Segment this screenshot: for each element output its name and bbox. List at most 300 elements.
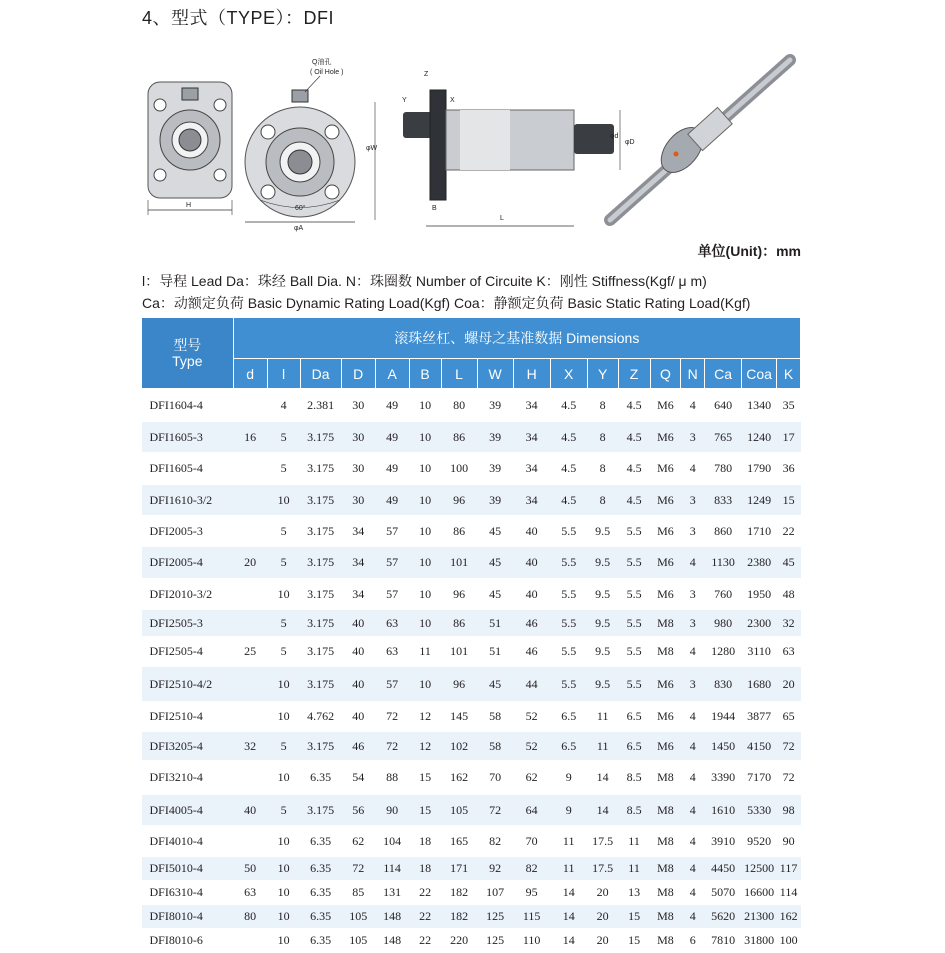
column-header-l: L bbox=[441, 359, 477, 389]
cell-k: 48 bbox=[777, 579, 801, 610]
cell-y: 14 bbox=[587, 761, 618, 795]
cell-ca: 3910 bbox=[705, 826, 742, 857]
table-row bbox=[142, 905, 801, 929]
cell-l: 10 bbox=[267, 881, 300, 905]
cell-q: M6 bbox=[650, 516, 681, 547]
cell-l: 80 bbox=[441, 389, 477, 422]
cell-k: 100 bbox=[777, 929, 801, 953]
cell-y: 17.5 bbox=[587, 826, 618, 857]
label-y: Y bbox=[402, 97, 407, 104]
cell-l: 171 bbox=[441, 857, 477, 881]
cell-l: 86 bbox=[441, 610, 477, 637]
cell-da: 3.175 bbox=[300, 422, 341, 453]
cell-l: 86 bbox=[441, 422, 477, 453]
cell-w: 39 bbox=[477, 422, 513, 453]
cell-d: 105 bbox=[341, 929, 375, 953]
cell-d: 34 bbox=[341, 547, 375, 579]
side-view bbox=[402, 71, 635, 226]
cell-z: 6.5 bbox=[618, 702, 650, 732]
cell-h: 40 bbox=[513, 516, 550, 547]
cell-h: 46 bbox=[513, 610, 550, 637]
cell-k: 45 bbox=[777, 547, 801, 579]
unit-label: 单位(Unit)：mm bbox=[697, 243, 801, 259]
cell-b: 15 bbox=[409, 795, 441, 826]
cell-da: 6.35 bbox=[300, 881, 341, 905]
cell-d: 40 bbox=[341, 702, 375, 732]
cell-l: 5 bbox=[267, 732, 300, 761]
cell-n: 4 bbox=[681, 389, 705, 422]
type-cell: DFI6310-4 bbox=[142, 881, 234, 905]
cell-x: 11 bbox=[550, 826, 587, 857]
technical-drawing bbox=[130, 50, 810, 235]
label-x: X bbox=[450, 97, 455, 104]
cell-ca: 760 bbox=[705, 579, 742, 610]
cell-ca: 1130 bbox=[705, 547, 742, 579]
type-cell: DFI1605-4 bbox=[142, 453, 234, 485]
cell-k: 72 bbox=[777, 732, 801, 761]
table-row bbox=[142, 579, 801, 610]
cell-coa: 21300 bbox=[742, 905, 777, 929]
cell-l: 10 bbox=[267, 826, 300, 857]
cell-h: 62 bbox=[513, 761, 550, 795]
cell-k: 90 bbox=[777, 826, 801, 857]
cell-n: 4 bbox=[681, 795, 705, 826]
cell-y: 20 bbox=[587, 929, 618, 953]
cell-l: 4 bbox=[267, 389, 300, 422]
cell-k: 36 bbox=[777, 453, 801, 485]
type-header-en: Type bbox=[172, 353, 203, 369]
cell-k: 114 bbox=[777, 881, 801, 905]
type-cell: DFI8010-6 bbox=[142, 929, 234, 953]
cell-ca: 7810 bbox=[705, 929, 742, 953]
cell-w: 45 bbox=[477, 667, 513, 702]
cell-h: 115 bbox=[513, 905, 550, 929]
cell-coa: 1950 bbox=[742, 579, 777, 610]
column-header-w: W bbox=[477, 359, 513, 389]
cell-coa: 3110 bbox=[742, 637, 777, 667]
cell-da: 3.175 bbox=[300, 485, 341, 516]
cell-n: 4 bbox=[681, 637, 705, 667]
cell-coa: 3877 bbox=[742, 702, 777, 732]
cell-x: 14 bbox=[550, 905, 587, 929]
table-row bbox=[142, 761, 801, 795]
cell-l: 100 bbox=[441, 453, 477, 485]
cell-ca: 765 bbox=[705, 422, 742, 453]
cell-y: 9.5 bbox=[587, 610, 618, 637]
cell-n: 3 bbox=[681, 516, 705, 547]
cell-k: 17 bbox=[777, 422, 801, 453]
cell-h: 34 bbox=[513, 422, 550, 453]
cell-d: 56 bbox=[341, 795, 375, 826]
cell-d: 40 bbox=[341, 610, 375, 637]
cell-da: 6.35 bbox=[300, 761, 341, 795]
table-row bbox=[142, 637, 801, 667]
type-header bbox=[142, 318, 234, 389]
cell-w: 72 bbox=[477, 795, 513, 826]
cell-a: 63 bbox=[375, 637, 409, 667]
cell-d: 40 bbox=[341, 637, 375, 667]
cell-w: 92 bbox=[477, 857, 513, 881]
cell-ca: 3390 bbox=[705, 761, 742, 795]
cell-l: 10 bbox=[267, 579, 300, 610]
type-cell: DFI8010-4 bbox=[142, 905, 234, 929]
cell-ca: 833 bbox=[705, 485, 742, 516]
type-cell: DFI2505-4 bbox=[142, 637, 234, 667]
cell-ca: 1610 bbox=[705, 795, 742, 826]
cell-b: 10 bbox=[409, 547, 441, 579]
cell-da: 6.35 bbox=[300, 826, 341, 857]
cell-w: 51 bbox=[477, 610, 513, 637]
cell-x: 5.5 bbox=[550, 637, 587, 667]
cell-da: 3.175 bbox=[300, 732, 341, 761]
cell-x: 4.5 bbox=[550, 422, 587, 453]
cell-z: 15 bbox=[618, 929, 650, 953]
cell-z: 11 bbox=[618, 857, 650, 881]
legend-line-2: Ca：动额定负荷 Basic Dynamic Rating Load(Kgf) Coa：静额定负荷 Basic Static Rating Load(Kgf) bbox=[142, 295, 751, 311]
cell-coa: 1680 bbox=[742, 667, 777, 702]
column-header-k: K bbox=[777, 359, 801, 389]
cell-l: 96 bbox=[441, 579, 477, 610]
cell-y: 9.5 bbox=[587, 637, 618, 667]
cell-a: 49 bbox=[375, 422, 409, 453]
cell-n: 3 bbox=[681, 579, 705, 610]
cell-d: 62 bbox=[341, 826, 375, 857]
cell-q: M6 bbox=[650, 702, 681, 732]
cell-d: 30 bbox=[341, 453, 375, 485]
cell-d: 16 bbox=[233, 422, 267, 453]
cell-d: 46 bbox=[341, 732, 375, 761]
cell-d bbox=[233, 667, 267, 702]
label-oil-hole-en: ( Oil Hole ) bbox=[310, 69, 344, 76]
table-row bbox=[142, 610, 801, 637]
type-cell: DFI4010-4 bbox=[142, 826, 234, 857]
cell-l: 96 bbox=[441, 667, 477, 702]
cell-h: 40 bbox=[513, 579, 550, 610]
label-phi-d-small: φd bbox=[610, 133, 619, 140]
type-header-cn: 型号 bbox=[173, 337, 202, 353]
cell-a: 49 bbox=[375, 453, 409, 485]
cell-da: 3.175 bbox=[300, 637, 341, 667]
cell-d: 32 bbox=[233, 732, 267, 761]
cell-d: 80 bbox=[233, 905, 267, 929]
cell-n: 4 bbox=[681, 857, 705, 881]
cell-x: 14 bbox=[550, 881, 587, 905]
cell-z: 15 bbox=[618, 905, 650, 929]
cell-y: 9.5 bbox=[587, 667, 618, 702]
column-header-y: Y bbox=[587, 359, 618, 389]
cell-h: 64 bbox=[513, 795, 550, 826]
cell-q: M8 bbox=[650, 857, 681, 881]
cell-b: 10 bbox=[409, 422, 441, 453]
cell-d: 40 bbox=[341, 667, 375, 702]
column-header-b: B bbox=[409, 359, 441, 389]
type-cell: DFI2005-4 bbox=[142, 547, 234, 579]
cell-x: 14 bbox=[550, 929, 587, 953]
cell-w: 45 bbox=[477, 516, 513, 547]
cell-d: 34 bbox=[341, 516, 375, 547]
cell-h: 34 bbox=[513, 389, 550, 422]
cell-a: 49 bbox=[375, 485, 409, 516]
label-z: Z bbox=[424, 71, 429, 78]
table-row bbox=[142, 547, 801, 579]
cell-b: 12 bbox=[409, 702, 441, 732]
cell-z: 11 bbox=[618, 826, 650, 857]
cell-ca: 4450 bbox=[705, 857, 742, 881]
cell-coa: 1240 bbox=[742, 422, 777, 453]
type-cell: DFI2505-3 bbox=[142, 610, 234, 637]
cell-y: 9.5 bbox=[587, 516, 618, 547]
type-cell: DFI2010-3/2 bbox=[142, 579, 234, 610]
cell-n: 4 bbox=[681, 453, 705, 485]
cell-z: 13 bbox=[618, 881, 650, 905]
cell-q: M8 bbox=[650, 929, 681, 953]
cell-y: 20 bbox=[587, 905, 618, 929]
cell-d: 40 bbox=[233, 795, 267, 826]
cell-z: 5.5 bbox=[618, 579, 650, 610]
cell-d bbox=[233, 579, 267, 610]
cell-l: 10 bbox=[267, 667, 300, 702]
cell-k: 72 bbox=[777, 761, 801, 795]
cell-w: 70 bbox=[477, 761, 513, 795]
cell-coa: 1249 bbox=[742, 485, 777, 516]
cell-h: 40 bbox=[513, 547, 550, 579]
cell-b: 11 bbox=[409, 637, 441, 667]
column-header-a: A bbox=[375, 359, 409, 389]
cell-z: 5.5 bbox=[618, 547, 650, 579]
cell-x: 5.5 bbox=[550, 547, 587, 579]
cell-q: M8 bbox=[650, 795, 681, 826]
cell-q: M6 bbox=[650, 389, 681, 422]
cell-l: 162 bbox=[441, 761, 477, 795]
page-title: 4、型式（TYPE）：DFI bbox=[142, 8, 335, 28]
cell-a: 57 bbox=[375, 516, 409, 547]
cell-da: 2.381 bbox=[300, 389, 341, 422]
cell-da: 3.175 bbox=[300, 547, 341, 579]
cell-z: 5.5 bbox=[618, 610, 650, 637]
cell-d: 85 bbox=[341, 881, 375, 905]
cell-a: 57 bbox=[375, 579, 409, 610]
cell-n: 3 bbox=[681, 485, 705, 516]
table-row bbox=[142, 422, 801, 453]
column-header-ca: Ca bbox=[705, 359, 742, 389]
cell-q: M6 bbox=[650, 667, 681, 702]
cell-q: M8 bbox=[650, 637, 681, 667]
cell-coa: 2380 bbox=[742, 547, 777, 579]
table-row bbox=[142, 929, 801, 953]
column-header-l: l bbox=[267, 359, 300, 389]
cell-coa: 12500 bbox=[742, 857, 777, 881]
cell-b: 10 bbox=[409, 485, 441, 516]
cell-d: 50 bbox=[233, 857, 267, 881]
cell-l: 101 bbox=[441, 547, 477, 579]
type-cell: DFI2005-3 bbox=[142, 516, 234, 547]
cell-x: 4.5 bbox=[550, 389, 587, 422]
cell-z: 5.5 bbox=[618, 667, 650, 702]
cell-da: 3.175 bbox=[300, 516, 341, 547]
cell-da: 3.175 bbox=[300, 453, 341, 485]
cell-z: 8.5 bbox=[618, 795, 650, 826]
cell-x: 5.5 bbox=[550, 516, 587, 547]
cell-d: 30 bbox=[341, 422, 375, 453]
cell-l: 5 bbox=[267, 610, 300, 637]
cell-w: 82 bbox=[477, 826, 513, 857]
cell-y: 8 bbox=[587, 389, 618, 422]
cell-w: 45 bbox=[477, 579, 513, 610]
cell-k: 20 bbox=[777, 667, 801, 702]
cell-k: 162 bbox=[777, 905, 801, 929]
table-row bbox=[142, 389, 801, 422]
cell-l: 5 bbox=[267, 795, 300, 826]
cell-z: 4.5 bbox=[618, 485, 650, 516]
cell-d bbox=[233, 389, 267, 422]
cell-l: 5 bbox=[267, 422, 300, 453]
cell-q: M6 bbox=[650, 579, 681, 610]
cell-b: 10 bbox=[409, 389, 441, 422]
cell-h: 44 bbox=[513, 667, 550, 702]
type-cell: DFI1610-3/2 bbox=[142, 485, 234, 516]
cell-l: 165 bbox=[441, 826, 477, 857]
cell-a: 88 bbox=[375, 761, 409, 795]
cell-h: 70 bbox=[513, 826, 550, 857]
cell-l: 10 bbox=[267, 929, 300, 953]
cell-h: 34 bbox=[513, 453, 550, 485]
product-image bbox=[610, 60, 790, 220]
cell-z: 4.5 bbox=[618, 453, 650, 485]
cell-d: 30 bbox=[341, 485, 375, 516]
cell-b: 18 bbox=[409, 857, 441, 881]
cell-k: 15 bbox=[777, 485, 801, 516]
cell-ca: 640 bbox=[705, 389, 742, 422]
cell-b: 22 bbox=[409, 929, 441, 953]
cell-a: 57 bbox=[375, 667, 409, 702]
cell-d bbox=[233, 610, 267, 637]
cell-a: 131 bbox=[375, 881, 409, 905]
cell-a: 72 bbox=[375, 702, 409, 732]
cell-h: 34 bbox=[513, 485, 550, 516]
spec-table bbox=[141, 317, 801, 953]
column-header-d: d bbox=[233, 359, 267, 389]
cell-q: M8 bbox=[650, 761, 681, 795]
cell-coa: 16600 bbox=[742, 881, 777, 905]
cell-y: 9.5 bbox=[587, 547, 618, 579]
cell-coa: 1790 bbox=[742, 453, 777, 485]
legend-line-1: l：导程 Lead Da：珠经 Ball Dia. N：珠圈数 Number of Circuite K：刚性 Stiffness(Kgf/ μ m) bbox=[142, 273, 707, 289]
cell-x: 5.5 bbox=[550, 579, 587, 610]
cell-w: 107 bbox=[477, 881, 513, 905]
cell-a: 72 bbox=[375, 732, 409, 761]
cell-y: 20 bbox=[587, 881, 618, 905]
cell-d: 105 bbox=[341, 905, 375, 929]
cell-l: 5 bbox=[267, 453, 300, 485]
cell-n: 4 bbox=[681, 547, 705, 579]
cell-coa: 4150 bbox=[742, 732, 777, 761]
cell-x: 6.5 bbox=[550, 702, 587, 732]
cell-coa: 5330 bbox=[742, 795, 777, 826]
cell-da: 6.35 bbox=[300, 929, 341, 953]
cell-d: 54 bbox=[341, 761, 375, 795]
cell-l: 105 bbox=[441, 795, 477, 826]
cell-w: 125 bbox=[477, 905, 513, 929]
cell-ca: 1280 bbox=[705, 637, 742, 667]
cell-l: 182 bbox=[441, 881, 477, 905]
cell-l: 10 bbox=[267, 485, 300, 516]
column-header-coa: Coa bbox=[742, 359, 777, 389]
column-header-z: Z bbox=[618, 359, 650, 389]
cell-coa: 1340 bbox=[742, 389, 777, 422]
cell-d bbox=[233, 929, 267, 953]
dimensions-header: 滚珠丝杠、螺母之基准数据 Dimensions bbox=[233, 318, 800, 359]
cell-d: 72 bbox=[341, 857, 375, 881]
cell-n: 3 bbox=[681, 610, 705, 637]
cell-n: 4 bbox=[681, 761, 705, 795]
cell-n: 6 bbox=[681, 929, 705, 953]
cell-n: 3 bbox=[681, 422, 705, 453]
cell-da: 6.35 bbox=[300, 857, 341, 881]
table-row bbox=[142, 667, 801, 702]
column-header-n: N bbox=[681, 359, 705, 389]
cell-l: 5 bbox=[267, 637, 300, 667]
cell-h: 52 bbox=[513, 702, 550, 732]
cell-coa: 2300 bbox=[742, 610, 777, 637]
cell-ca: 860 bbox=[705, 516, 742, 547]
cell-x: 6.5 bbox=[550, 732, 587, 761]
column-header-q: Q bbox=[650, 359, 681, 389]
table-row bbox=[142, 516, 801, 547]
cell-a: 104 bbox=[375, 826, 409, 857]
cell-w: 51 bbox=[477, 637, 513, 667]
label-phi-a: φA bbox=[294, 225, 304, 232]
cell-k: 22 bbox=[777, 516, 801, 547]
cell-d bbox=[233, 826, 267, 857]
cell-l: 96 bbox=[441, 485, 477, 516]
column-header-d: D bbox=[341, 359, 375, 389]
cell-d bbox=[233, 761, 267, 795]
cell-k: 32 bbox=[777, 610, 801, 637]
front-view-square bbox=[148, 82, 232, 215]
cell-ca: 830 bbox=[705, 667, 742, 702]
cell-d: 34 bbox=[341, 579, 375, 610]
cell-l: 5 bbox=[267, 547, 300, 579]
cell-coa: 9520 bbox=[742, 826, 777, 857]
cell-l: 5 bbox=[267, 516, 300, 547]
cell-d bbox=[233, 453, 267, 485]
cell-n: 4 bbox=[681, 826, 705, 857]
cell-k: 35 bbox=[777, 389, 801, 422]
cell-ca: 780 bbox=[705, 453, 742, 485]
cell-x: 4.5 bbox=[550, 453, 587, 485]
cell-b: 10 bbox=[409, 667, 441, 702]
cell-y: 17.5 bbox=[587, 857, 618, 881]
cell-a: 90 bbox=[375, 795, 409, 826]
cell-b: 18 bbox=[409, 826, 441, 857]
cell-d bbox=[233, 485, 267, 516]
cell-da: 3.175 bbox=[300, 610, 341, 637]
type-cell: DFI3205-4 bbox=[142, 732, 234, 761]
cell-q: M6 bbox=[650, 485, 681, 516]
label-h: H bbox=[186, 202, 192, 209]
cell-l: 86 bbox=[441, 516, 477, 547]
cell-h: 82 bbox=[513, 857, 550, 881]
cell-k: 117 bbox=[777, 857, 801, 881]
column-header-x: X bbox=[550, 359, 587, 389]
cell-d bbox=[233, 702, 267, 732]
cell-l: 10 bbox=[267, 905, 300, 929]
cell-w: 58 bbox=[477, 702, 513, 732]
cell-b: 15 bbox=[409, 761, 441, 795]
cell-q: M8 bbox=[650, 881, 681, 905]
cell-l: 10 bbox=[267, 857, 300, 881]
cell-y: 8 bbox=[587, 453, 618, 485]
